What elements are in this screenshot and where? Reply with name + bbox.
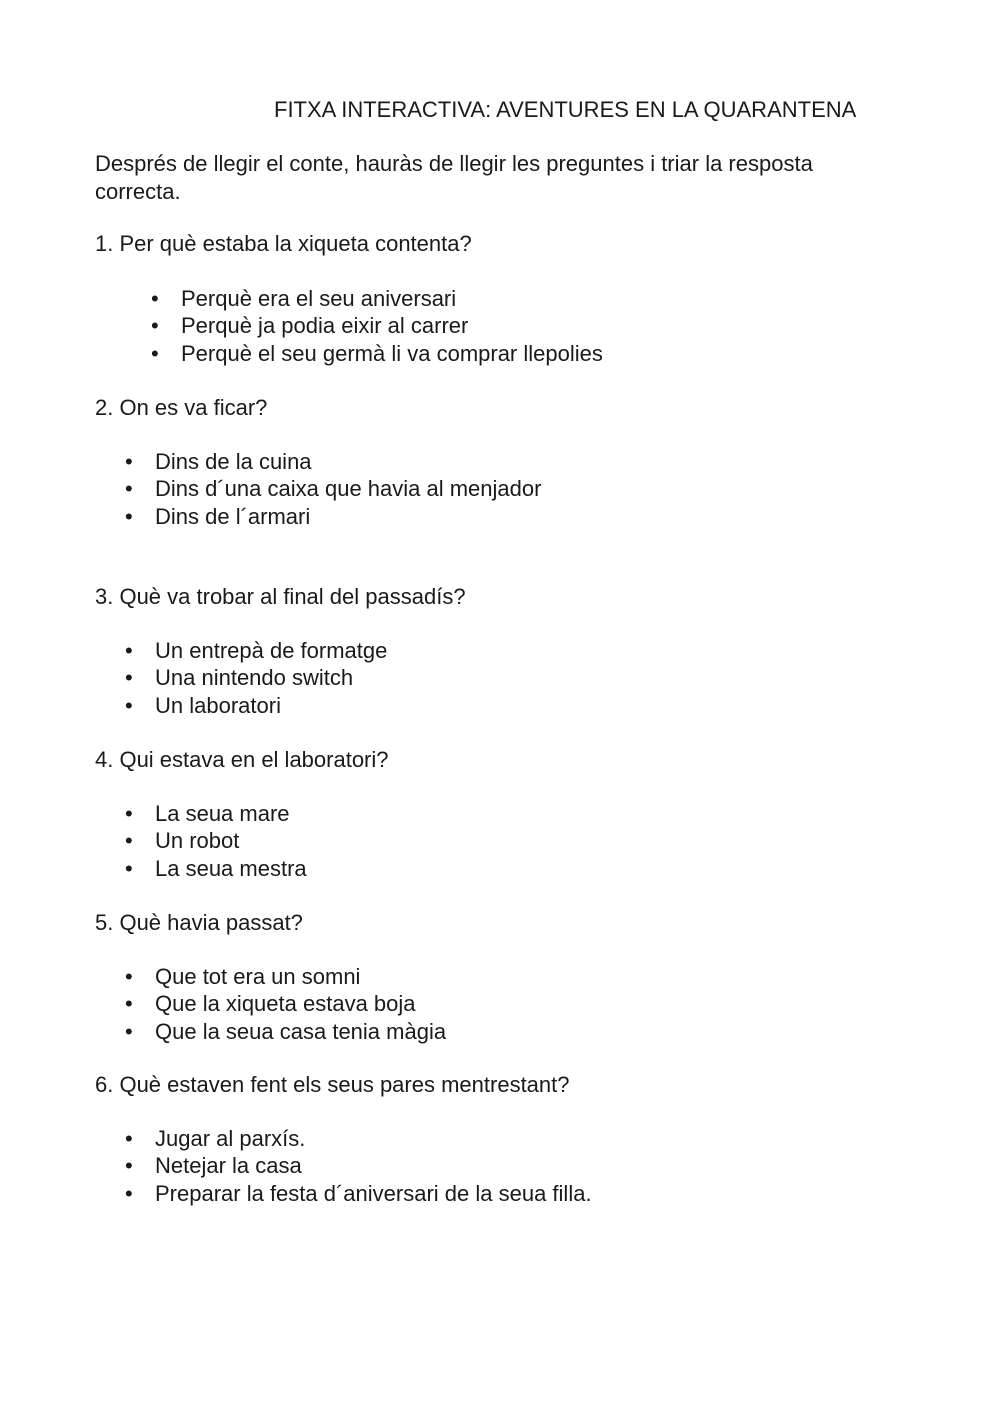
answer-option-3b[interactable]: Una nintendo switch [155,665,354,690]
answer-option-3a[interactable]: Un entrepà de formatge [155,638,388,663]
page-title: FITXA INTERACTIVA: AVENTURES EN LA QUARANTENA [274,97,857,122]
answer-option-6b[interactable]: Netejar la casa [155,1153,302,1178]
bullet-icon: • [151,286,159,311]
answer-option-6c[interactable]: Preparar la festa d´aniversari de la seua filla. [155,1181,592,1206]
answer-option-2c[interactable]: Dins de l´armari [155,504,311,529]
bullet-icon: • [125,1126,133,1151]
bullet-icon: • [125,801,133,826]
answer-option-2b[interactable]: Dins d´una caixa que havia al menjador [155,476,542,501]
instructions-text: Després de llegir el conte, hauràs de llegir les preguntes i triar la resposta correcta. [95,151,813,204]
bullet-icon: • [125,693,133,718]
answer-option-5a[interactable]: Que tot era un somni [155,964,361,989]
question-5: 5. Què havia passat? [95,910,303,935]
question-3: 3. Què va trobar al final del passadís? [95,584,466,609]
bullet-icon: • [125,665,133,690]
bullet-icon: • [125,964,133,989]
answer-option-5c[interactable]: Que la seua casa tenia màgia [155,1019,447,1044]
bullet-icon: • [125,449,133,474]
answer-option-6a[interactable]: Jugar al parxís. [155,1126,306,1151]
answer-option-2a[interactable]: Dins de la cuina [155,449,312,474]
answer-option-3c[interactable]: Un laboratori [155,693,281,718]
answer-option-1a[interactable]: Perquè era el seu aniversari [181,286,457,311]
bullet-icon: • [151,313,159,338]
bullet-icon: • [125,828,133,853]
bullet-icon: • [125,1153,133,1178]
bullet-icon: • [125,504,133,529]
bullet-icon: • [125,638,133,663]
answer-option-1c[interactable]: Perquè el seu germà li va comprar llepolies [181,341,603,366]
bullet-icon: • [125,856,133,881]
question-2: 2. On es va ficar? [95,395,268,420]
answer-option-4b[interactable]: Un robot [155,828,240,853]
bullet-icon: • [125,476,133,501]
answer-option-4a[interactable]: La seua mare [155,801,290,826]
question-4: 4. Qui estava en el laboratori? [95,747,389,772]
bullet-icon: • [125,1019,133,1044]
question-6: 6. Què estaven fent els seus pares mentrestant? [95,1072,570,1097]
bullet-icon: • [125,991,133,1016]
answer-option-4c[interactable]: La seua mestra [155,856,307,881]
bullet-icon: • [125,1181,133,1206]
answer-option-5b[interactable]: Que la xiqueta estava boja [155,991,416,1016]
bullet-icon: • [151,341,159,366]
question-1: 1. Per què estaba la xiqueta contenta? [95,231,472,256]
answer-option-1b[interactable]: Perquè ja podia eixir al carrer [181,313,469,338]
